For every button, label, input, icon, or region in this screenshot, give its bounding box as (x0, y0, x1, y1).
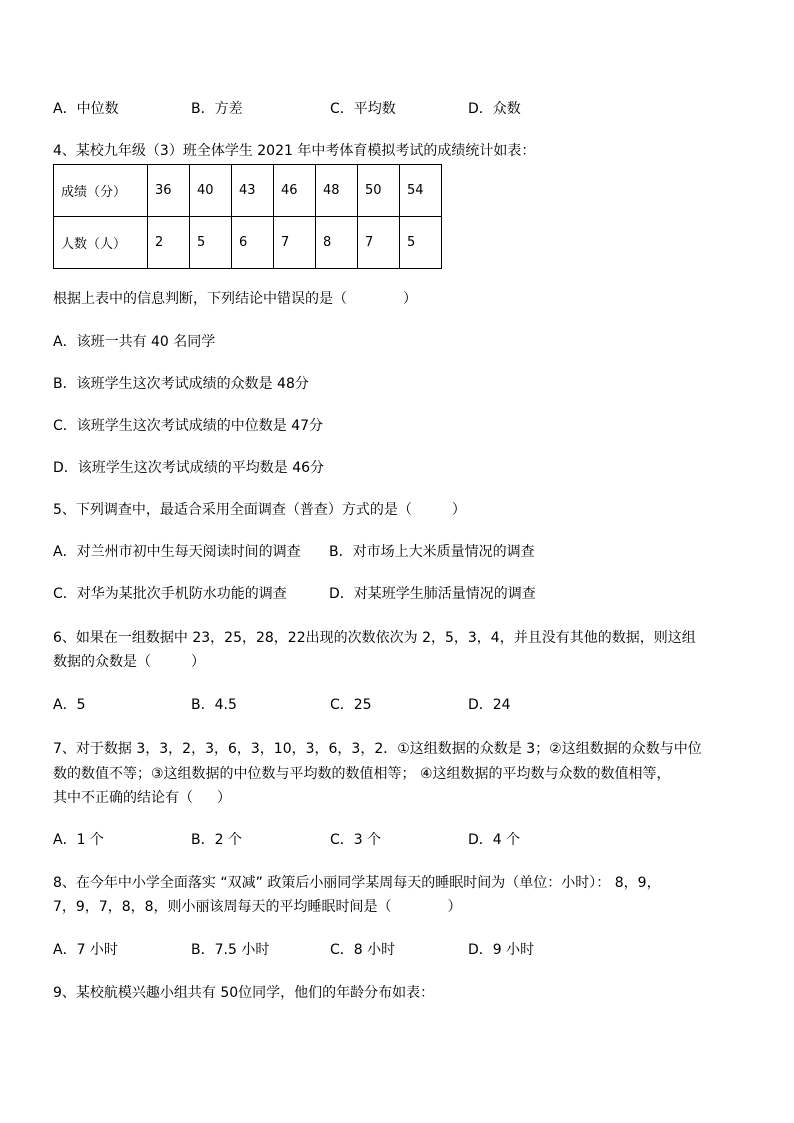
q4-question (53, 288, 417, 310)
q9-stem: 9、某校航模兴趣小组共有 50位同学，他们的年龄分布如表： (53, 985, 435, 1001)
q8-line-2-close: ） (447, 899, 462, 915)
q4-question-close: ） (403, 291, 417, 307)
q4-option-a: A．该班一共有 40 名同学 (53, 334, 216, 350)
q8-option-d: D．9 小时 (468, 942, 535, 958)
count-cell: 8 (316, 217, 358, 269)
q5-stem-close: ） (451, 502, 466, 518)
score-cell: 40 (190, 165, 232, 217)
q5-options-row-2 (53, 583, 753, 605)
q8-option-a: A．7 小时 (53, 942, 118, 958)
q7-option-a: A．1 个 (53, 832, 104, 848)
q5-stem (53, 499, 466, 521)
q3-option-a: A．中位数 (53, 101, 119, 117)
q7-line-3-close: ） (217, 790, 231, 806)
q5-option-d: D．对某班学生肺活量情况的调查 (329, 586, 536, 602)
count-cell: 5 (190, 217, 232, 269)
q6-line-2-close: ） (191, 654, 205, 670)
q7-option-d: D．4 个 (468, 832, 521, 848)
q6-option-c: C．25 (330, 697, 372, 713)
count-cell: 7 (358, 217, 400, 269)
q3-option-b: B．方差 (191, 101, 243, 117)
q4-question-text: 根据上表中的信息判断，下列结论中错误的是（ (53, 291, 347, 307)
q3-option-d: D．众数 (468, 101, 521, 117)
score-cell: 50 (358, 165, 400, 217)
q7-option-b: B．2 个 (191, 832, 242, 848)
q6-option-d: D．24 (468, 697, 511, 713)
q4-option-d: D．该班学生这次考试成绩的平均数是 46分 (53, 460, 325, 476)
score-cell: 48 (316, 165, 358, 217)
q5-options-row-1 (53, 541, 753, 563)
q7-line-2: 数的数值不等；③这组数据的中位数与平均数的数值相等； ④这组数据的平均数与众数的数值相等， (53, 766, 671, 782)
q6-line-2 (53, 651, 205, 673)
q6-option-b: B．4.5 (191, 697, 237, 713)
q5-stem-text: 5、下列调查中，最适合采用全面调查（普查）方式的是（ (53, 502, 412, 518)
count-row-header: 人数（人） (54, 217, 148, 269)
score-row (54, 165, 442, 217)
count-cell: 6 (232, 217, 274, 269)
score-table (53, 164, 442, 269)
q3-options (53, 98, 753, 120)
q4-option-b: B．该班学生这次考试成绩的众数是 48分 (53, 376, 309, 392)
q6-options (53, 694, 753, 716)
score-row-header: 成绩（分） (54, 165, 148, 217)
q7-line-3-text: 其中不正确的结论有（ (53, 790, 193, 806)
q4-option-c: C．该班学生这次考试成绩的中位数是 47分 (53, 418, 324, 434)
q8-line-1: 8、在今年中小学全面落实 “双减” 政策后小丽同学某周每天的睡眠时间为（单位：小时）： 8，9， (53, 875, 661, 891)
q6-line-1: 6、如果在一组数据中 23，25，28，22出现的次数依次为 2，5，3，4，并且没有其他的数据，则这组 (53, 630, 696, 646)
q5-option-c: C．对华为某批次手机防水功能的调查 (53, 586, 287, 602)
q7-line-1: 7、对于数据 3，3，2，3，6，3，10，3，6，3，2．①这组数据的众数是 3；②这组数据的众数与中位 (53, 741, 702, 757)
q8-option-b: B．7.5 小时 (191, 942, 270, 958)
q3-option-c: C．平均数 (330, 101, 396, 117)
q7-options (53, 829, 753, 851)
score-cell: 46 (274, 165, 316, 217)
score-cell: 43 (232, 165, 274, 217)
q6-option-a: A．5 (53, 697, 86, 713)
q8-line-2-text: 7，9，7，8，8，则小丽该周每天的平均睡眠时间是（ (53, 899, 392, 915)
q8-options (53, 939, 753, 961)
q7-line-3 (53, 787, 231, 809)
count-cell: 7 (274, 217, 316, 269)
q7-option-c: C．3 个 (330, 832, 382, 848)
q5-option-a: A．对兰州市初中生每天阅读时间的调查 (53, 544, 301, 560)
count-row (54, 217, 442, 269)
count-cell: 2 (148, 217, 190, 269)
q5-option-b: B．对市场上大米质量情况的调查 (329, 544, 535, 560)
count-cell: 5 (400, 217, 442, 269)
q8-line-2 (53, 896, 462, 918)
q4-stem: 4、某校九年级（3）班全体学生 2021 年中考体育模拟考试的成绩统计如表： (53, 143, 536, 159)
score-cell: 54 (400, 165, 442, 217)
q6-line-2-text: 数据的众数是（ (53, 654, 151, 670)
q8-option-c: C．8 小时 (330, 942, 396, 958)
score-cell: 36 (148, 165, 190, 217)
